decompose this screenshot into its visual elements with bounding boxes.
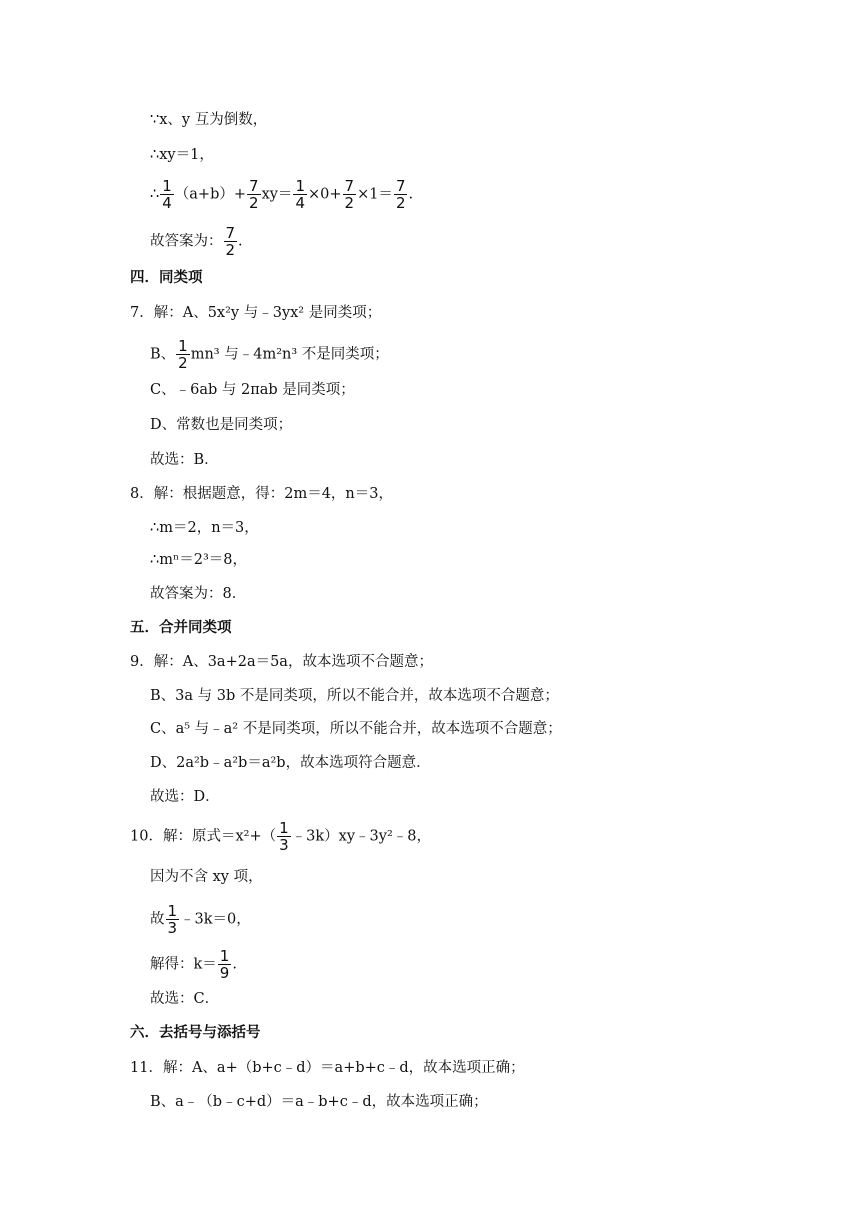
fraction: $\frac{1}{4}$ <box>295 177 305 212</box>
text-line: ∴xy＝1， <box>150 147 214 163</box>
fraction: $\frac{7}{2}$ <box>225 224 236 259</box>
answer-line: 故答案为： $\frac{7}{2}$ . <box>150 224 243 259</box>
formula-line: B、 $\frac{1}{2}$ mn³ 与﹣4m²n³ 不是同类项； <box>150 337 389 372</box>
text-line: 故选：C． <box>150 991 220 1007</box>
fraction: $\frac{7}{2}$ <box>344 177 355 212</box>
text-line: 9．解：A、3a+2a＝5a，故本选项不合题意； <box>130 654 433 670</box>
text-line: 故答案为：8． <box>150 586 247 602</box>
text-line: ∴mⁿ＝2³＝8， <box>150 552 248 568</box>
formula-line: 故 $\frac{1}{3}$ ﹣3k＝0， <box>150 902 251 937</box>
text-line: ∵x、y 互为倒数， <box>150 112 268 128</box>
fraction: $\frac{1}{2}$ <box>178 337 188 372</box>
text-line: C、﹣6ab 与 2πab 是同类项； <box>150 382 355 398</box>
section-title: 四．同类项 <box>130 270 203 286</box>
section-title: 六．去括号与添括号 <box>130 1025 261 1041</box>
text-line: 7．解：A、5x²y 与﹣3yx² 是同类项； <box>130 305 382 321</box>
text-line: 故选：B． <box>150 452 219 468</box>
fraction: $\frac{7}{2}$ <box>249 177 259 212</box>
text-line: C、a⁵ 与﹣a² 不是同类项，所以不能合并，故本选项不合题意； <box>150 721 562 737</box>
fraction: $\frac{1}{3}$ <box>167 902 178 937</box>
section-title: 五．合并同类项 <box>130 620 232 636</box>
text-line: 因为不含 xy 项， <box>150 869 263 885</box>
fraction: $\frac{1}{4}$ <box>162 177 172 212</box>
text-line: D、常数也是同类项； <box>150 417 293 433</box>
text-line: 故选：D． <box>150 789 220 805</box>
text-line: ∴m＝2，n＝3， <box>150 520 259 536</box>
formula-line: 10．解：原式＝x²+（ $\frac{1}{3}$ ﹣3k）xy﹣3y²﹣8， <box>130 819 431 854</box>
fraction: $\frac{1}{9}$ <box>219 947 230 982</box>
text-line: B、3a 与 3b 不是同类项，所以不能合并，故本选项不合题意； <box>150 688 559 704</box>
text-line: B、a﹣（b﹣c+d）＝a﹣b+c﹣d，故本选项正确； <box>150 1094 488 1110</box>
fraction: $\frac{7}{2}$ <box>395 177 406 212</box>
formula-line: 解得：k＝ $\frac{1}{9}$ . <box>150 947 237 982</box>
formula-line: ∴ $\frac{1}{4}$ （a+b）+ $\frac{7}{2}$ xy＝ $\frac{1}{4}$ ×0+ $\frac{7}{2}$ ×1＝ $\frac{7}{2}$ . <box>150 177 414 212</box>
text-line: 11．解：A、a+（b+c﹣d）＝a+b+c﹣d，故本选项正确； <box>130 1060 525 1076</box>
text-line: 8．解：根据题意，得：2m＝4，n＝3， <box>130 486 393 502</box>
fraction: $\frac{1}{3}$ <box>279 819 289 854</box>
text-line: D、2a²b﹣a²b＝a²b，故本选项符合题意． <box>150 755 431 771</box>
